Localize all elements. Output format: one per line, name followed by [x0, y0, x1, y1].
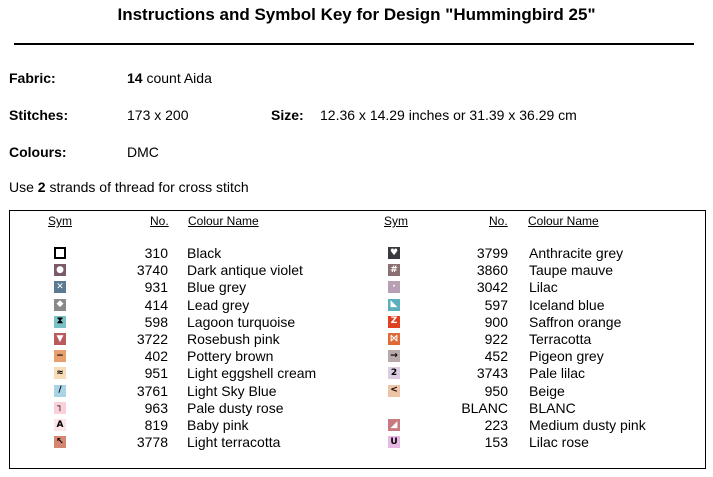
- key-row: [10, 297, 700, 314]
- thread-note: [9, 179, 249, 195]
- colour-name: Iceland blue: [529, 296, 605, 313]
- dmc-number: BLANC: [461, 399, 508, 416]
- colour-name: Light Sky Blue: [187, 382, 277, 399]
- letter-z-icon: Z: [388, 316, 400, 328]
- colour-name: Dark antique violet: [187, 262, 303, 279]
- strand-count: 2: [37, 179, 46, 195]
- dmc-number: 153: [484, 434, 508, 451]
- colour-name: Lead grey: [187, 296, 250, 313]
- dmc-number: 900: [484, 313, 508, 330]
- note-pre: Use: [9, 179, 38, 195]
- colours-label: Colours:: [9, 144, 67, 160]
- dot-icon: ·: [388, 281, 400, 293]
- dmc-number: 598: [144, 313, 168, 330]
- colour-name: Anthracite grey: [529, 245, 624, 261]
- no-header-right: No.: [489, 214, 508, 228]
- dmc-number: 922: [484, 331, 508, 347]
- key-row: [10, 348, 700, 365]
- symbol-key-table: [9, 210, 706, 469]
- colour-name: BLANC: [529, 399, 576, 416]
- note-post: strands of thread for cross stitch: [45, 179, 249, 195]
- hash-icon: #: [388, 264, 400, 276]
- key-row: [10, 279, 700, 296]
- dmc-number: 452: [484, 348, 508, 365]
- colour-name: Baby pink: [187, 417, 249, 433]
- blank-icon: [388, 402, 400, 414]
- heart-icon: ♥: [389, 247, 399, 258]
- arrow-icon: ↖: [54, 436, 66, 448]
- name-header-left: Colour Name: [188, 214, 259, 228]
- dmc-number: 3042: [476, 279, 508, 296]
- less-than-icon: <: [388, 385, 400, 397]
- letter-u-icon: U: [388, 436, 400, 448]
- letter-a-icon: A: [54, 419, 66, 431]
- colour-name: Saffron orange: [529, 313, 622, 330]
- arrow-right-icon: →: [388, 350, 400, 362]
- colours-value: DMC: [127, 144, 159, 160]
- colour-name: Rosebush pink: [187, 331, 280, 347]
- dmc-number: 951: [144, 365, 168, 382]
- size-value: 12.36 x 14.29 inches or 31.39 x 36.29 cm: [320, 107, 577, 123]
- bowtie-icon: ⨝: [388, 333, 400, 345]
- sym-header-right: Sym: [384, 214, 408, 228]
- colour-name: Terracotta: [529, 331, 592, 347]
- colour-name: Beige: [529, 382, 565, 399]
- corner-icon: ┐: [54, 402, 66, 414]
- dmc-number: 3860: [476, 262, 508, 279]
- dmc-number: 310: [144, 245, 168, 261]
- no-header-left: No.: [150, 214, 169, 228]
- name-header-right: Colour Name: [528, 214, 599, 228]
- dmc-number: 597: [484, 296, 508, 313]
- size-label: Size:: [271, 107, 304, 123]
- hourglass-icon: ⧗: [54, 316, 66, 328]
- wave-icon: ≈: [54, 367, 66, 379]
- stitches-value: 173 x 200: [127, 107, 189, 123]
- key-row: [10, 365, 700, 382]
- key-row: [10, 331, 700, 348]
- colour-name: Light eggshell cream: [187, 365, 317, 382]
- colour-name: Taupe mauve: [529, 262, 614, 279]
- slash-icon: /: [54, 385, 66, 397]
- colour-name: Lagoon turquoise: [187, 313, 296, 330]
- dmc-number: 3743: [476, 365, 508, 382]
- colour-name: Light terracotta: [187, 434, 281, 451]
- colour-name: Lilac rose: [529, 434, 589, 451]
- dmc-number: 819: [144, 417, 168, 433]
- cross-icon: ✕: [54, 281, 66, 293]
- sym-header-left: Sym: [48, 214, 72, 228]
- triangle-down-icon: ▼: [54, 333, 66, 345]
- key-row: [10, 314, 700, 331]
- dmc-number: 3761: [136, 382, 168, 399]
- digit-two-icon: 2: [388, 367, 400, 379]
- key-row: [10, 434, 700, 451]
- dmc-number: 402: [144, 348, 168, 365]
- diamond-icon: ◆: [54, 299, 66, 311]
- colour-name: Black: [187, 245, 222, 261]
- colour-name: Pigeon grey: [529, 348, 604, 365]
- dmc-number: 931: [144, 279, 168, 296]
- key-row: [10, 400, 700, 417]
- key-row: [10, 417, 700, 434]
- stitches-label: Stitches:: [9, 107, 69, 123]
- title-divider: [14, 43, 694, 45]
- circle-icon: ●: [54, 264, 66, 276]
- colour-name: Pale dusty rose: [187, 399, 284, 416]
- corner-triangle-icon: ◣: [388, 299, 400, 311]
- fabric-type: count Aida: [142, 70, 212, 86]
- dmc-number: 414: [144, 296, 168, 313]
- minus-icon: −: [54, 350, 66, 362]
- colour-name: Pale lilac: [529, 365, 586, 382]
- key-row: [10, 383, 700, 400]
- fabric-count: 14: [127, 70, 143, 86]
- dmc-number: 3722: [136, 331, 168, 347]
- dmc-number: 950: [484, 382, 508, 399]
- dmc-number: 963: [144, 399, 168, 416]
- colour-name: Blue grey: [187, 279, 247, 296]
- key-row: [10, 262, 700, 279]
- dmc-number: 3740: [136, 262, 168, 279]
- dmc-number: 223: [484, 417, 508, 433]
- dmc-number: 3799: [476, 245, 508, 261]
- fabric-label: Fabric:: [9, 70, 56, 86]
- key-row: [10, 245, 700, 262]
- colour-name: Medium dusty pink: [529, 417, 646, 433]
- dmc-number: 3778: [136, 434, 168, 451]
- page-title: Instructions and Symbol Key for Design "Hummingbird 25": [117, 5, 596, 24]
- colour-name: Lilac: [529, 279, 558, 296]
- colour-name: Pottery brown: [187, 348, 274, 365]
- fabric-value: [127, 70, 212, 86]
- half-triangle-icon: ◢: [388, 419, 400, 431]
